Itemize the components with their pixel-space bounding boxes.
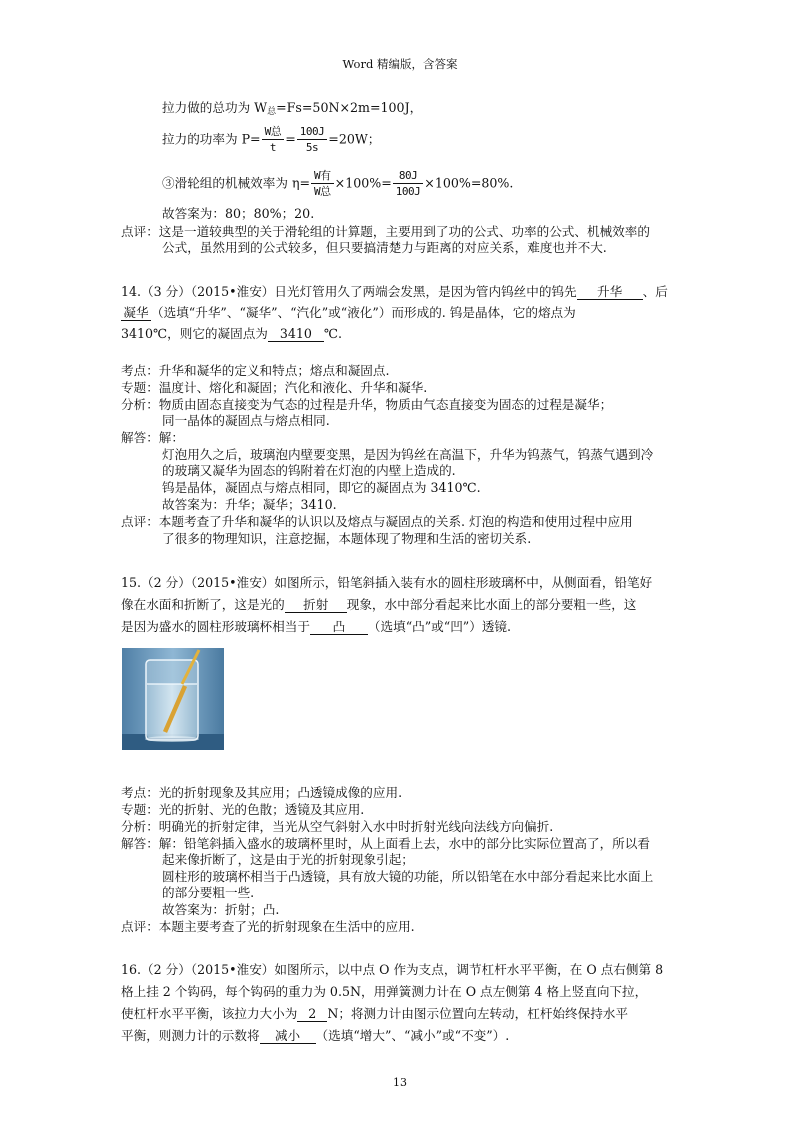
prev-comment-line-1: 点评：这是一道较典型的关于滑轮组的计算题，主要用到了功的公式、功率的公式、机械效率的 [121,224,650,239]
prev-answer: 故答案为：80；80%；20. [162,206,315,221]
q14-line-1: 14.（3 分）（2015•淮安）日光灯管用久了两端会发黑，是因为管内钨丝中的钨先 升华 、后 [121,284,668,299]
q16-line-4: 平衡，则测力计的示数将 减小 （选填“增大”、“减小”或“不变”）. [121,1028,510,1043]
pencil-in-glass-photo [122,648,224,750]
q15-zhuanti: 专题：光的折射、光的色散；透镜及其应用. [121,802,365,817]
q14-jieda-1: 灯泡用久之后，玻璃泡内壁要变黑，是因为钨丝在高温下，升华为钨蒸气，钨蒸气遇到冷 [162,447,654,462]
q15-line-2: 像在水面和折断了，这是光的 折射 现象，水中部分看起来比水面上的部分要粗一些，这 [121,597,637,612]
fraction-w-over-t: $\frac{\text{W总}}{t}$ [262,124,285,155]
q16-blank-2: 减小 [260,1029,316,1044]
q15-kaodian: 考点：光的折射现象及其应用；凸透镜成像的应用. [121,785,403,800]
q14-jieda-2: 的玻璃又凝华为固态的钨附着在灯泡的内壁上造成的. [162,463,456,478]
q14-kaodian: 考点：升华和凝华的定义和特点；熔点和凝固点. [121,363,390,378]
q14-line-2: 凝华 （选填“升华”、“凝华”、“汽化”或“液化”）而形成的. 钨是晶体，它的熔点为 [121,305,576,321]
q15-blank-2: 凸 [310,620,368,635]
q15-jieda-1: 解答：解：铅笔斜插入盛水的玻璃杯里时，从上面看上去，水中的部分比实际位置高了，所以看 [121,836,650,851]
q15-blank-1: 折射 [285,598,347,613]
q14-dianping-2: 了很多的物理知识，注意挖掘，本题体现了物理和生活的密切关系. [162,531,532,546]
q15-dianping: 点评：本题主要考查了光的折射现象在生活中的应用. [121,919,415,934]
q16-blank-1: 2 [297,1007,327,1022]
page-header: Word 精编版，含答案 [342,57,458,71]
q14-blank-2: 凝华 [121,306,151,321]
q14-dianping-1: 点评：本题考查了升华和凝华的认识以及熔点与凝固点的关系. 灯泡的构造和使用过程中应用 [121,514,633,529]
q14-blank-1: 升华 [577,285,643,300]
q15-jieda-5: 故答案为：折射；凸. [162,902,280,917]
q15-fenxi: 分析：明确光的折射定律，当光从空气斜射入水中时折射光线向法线方向偏折. [121,819,554,834]
efficiency-line: ③滑轮组的机械效率为 η= $\frac{\text{W有}}{\text{W总}}$ ×100%= $\frac{80J}{100J}$ ×100%=80%. [162,169,514,198]
fraction-80j-over-100j: $\frac{80J}{100J}$ [393,168,424,199]
fraction-100j-over-5s: $\frac{100J}{5s}$ [297,124,328,155]
q14-line-3: 3410℃，则它的凝固点为 3410 ℃. [121,326,342,341]
total-work-line: 拉力做的总功为 $W_总=Fs=50N\times 2m=100J$， [162,100,423,117]
q15-jieda-3: 圆柱形的玻璃杯相当于凸透镜，具有放大镜的功能，所以铅笔在水中部分看起来比水面上 [162,869,654,884]
q14-blank-3: 3410 [268,327,324,342]
q14-jieda: 解答：解： [121,430,184,445]
q15-line-3: 是因为盛水的圆柱形玻璃杯相当于 凸 （选填“凸”或“凹”）透镜. [121,619,512,634]
page-number: 13 [393,1076,407,1089]
q14-fenxi-1: 分析：物质由固态直接变为气态的过程是升华，物质由气态直接变为固态的过程是凝华； [121,397,613,412]
fraction-wyou-over-wzong: $\frac{\text{W有}}{\text{W总}}$ [311,168,334,199]
q14-zhuanti: 专题：温度计、熔化和凝固；汽化和液化、升华和凝华. [121,380,428,395]
pencil-in-glass-illustration [122,648,224,750]
q16-line-1: 16.（2 分）（2015•淮安）如图所示，以中点 O 作为支点，调节杠杆水平平衡，在 O 点右侧第 8 [121,962,664,977]
q15-line-1: 15.（2 分）（2015•淮安）如图所示，铅笔斜插入装有水的圆柱形玻璃杯中，从侧面看，铅笔好 [121,575,653,590]
prev-comment-line-2: 公式，虽然用到的公式较多，但只要搞清楚力与距离的对应关系，难度也并不大. [162,240,607,255]
q14-fenxi-2: 同一晶体的凝固点与熔点相同. [162,413,330,428]
q14-jieda-4: 故答案为：升华；凝华；3410. [162,497,337,512]
q15-jieda-2: 起来像折断了，这是由于光的折射现象引起； [162,852,414,867]
q16-line-3: 使杠杆水平平衡，该拉力大小为 2 N；将测力计由图示位置向左转动，杠杆始终保持水平 [121,1006,628,1021]
q16-line-2: 格上挂 2 个钩码，每个钩码的重力为 0.5N，用弹簧测力计在 O 点左侧第 4 格上竖直向下拉， [121,984,648,999]
q15-jieda-4: 的部分要粗一些. [162,885,255,900]
power-line: 拉力的功率为 P= $\frac{\text{W总}}{t}$ = $\frac{100J}{5s}$ =20W； [162,125,381,154]
q14-jieda-3: 钨是晶体，凝固点与熔点相同，即它的凝固点为 3410℃. [162,480,481,495]
